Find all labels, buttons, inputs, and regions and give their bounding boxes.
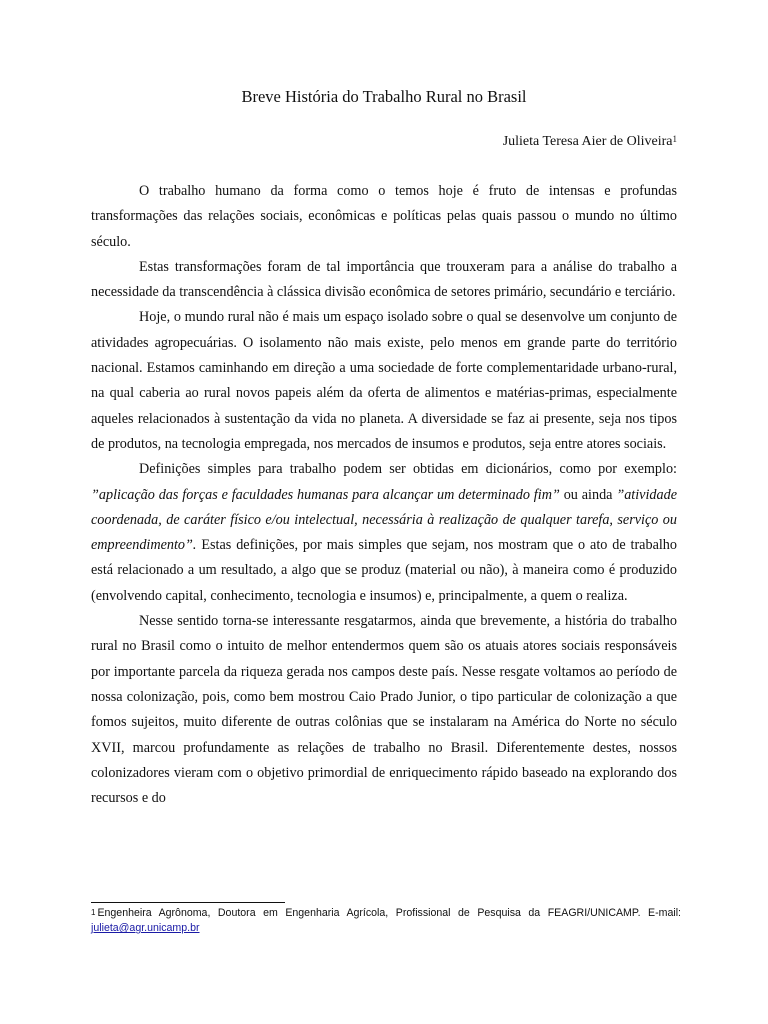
footnote-text: Engenheira Agrônoma, Doutora em Engenharia Agrícola, Profissional de Pesquisa da FEAGRI/UNICAMP. E-mail:: [97, 907, 681, 919]
paragraph-3: Hoje, o mundo rural não é mais um espaço isolado sobre o qual se desenvolve um conjunto de atividades agropecuárias. O isolamento não mais existe, pelo menos em grande parte do território nacional. Estamos caminhando em direção a uma sociedade de forte complementaridade urbano-rural, na qual caberia ao rural novos papeis além da oferta de alimentos e matérias-primas, especialmente aqueles relacionados à sustentação da vida no planeta. A diversidade se faz ai presente, seja nos tipos de produtos, na tecnologia empregada, nos mercados de insumos e produtos, seja entre atores sociais.: [91, 309, 677, 452]
author-line: [503, 132, 677, 152]
footnote-mark: 1: [91, 908, 96, 917]
paragraph-2: Estas transformações foram de tal importância que trouxeram para a análise do trabalho a necessidade da transcendência à clássica divisão econômica de setores primário, secundário e terciário.: [91, 258, 677, 301]
paragraph-1: O trabalho humano da forma como o temos hoje é fruto de intensas e profundas transformações das relações sociais, econômicas e políticas pelas quais passou o mundo no último século.: [91, 183, 677, 250]
author-name: Julieta Teresa Aier de Oliveira: [502, 134, 673, 149]
definition-quote-2: ”atividade coordenada, de caráter físico e/ou intelectual, necessária à realização de qualquer tarefa, serviço ou empreendimento”.: [91, 486, 677, 554]
paragraph-4-text-a: Definições simples para trabalho podem ser obtidas em dicionários, como por exemplo:: [139, 461, 677, 478]
definition-quote-1: ”aplicação das forças e faculdades humanas para alcançar um determinado fim”: [91, 486, 560, 503]
author-footnote-mark[interactable]: 1: [672, 134, 677, 144]
paragraph-4-text-b: ou ainda: [559, 486, 617, 503]
paragraph-4: [91, 457, 677, 609]
paragraph-5: Nesse sentido torna-se interessante resgatarmos, ainda que brevemente, a história do trabalho rural no Brasil como o intuito de melhor entendermos quem são os atuais atores sociais responsáveis por importante parcela da riqueza gerada nos campos deste país. Nesse resgate voltamos ao período de nossa colonização, pois, como bem mostrou Caio Prado Junior, o tipo particular de colonização a que fomos sujeitos, muito diferente de outras colônias que se instalaram na América do Norte no século XVII, marcou profundamente as relações de trabalho no Brasil. Diferentemente destes, nossos colonizadores vieram com o objetivo primordial de enriquecimento rápido baseado na explorando dos recursos e do: [91, 613, 677, 807]
document-title: Breve História do Trabalho Rural no Brasil: [241, 87, 527, 106]
paragraph-4-text-c: Estas definições, por mais simples que sejam, nos mostram que o ato de trabalho está relacionado a um resultado, a algo que se produz (material ou não), à maneira como é produzido (envolvendo capital, conhecimento, tecnologia e insumos) e, principalmente, a quem o realiza.: [91, 537, 677, 604]
footnote-email-link[interactable]: julieta@agr.unicamp.br: [91, 922, 200, 934]
footnote: [91, 906, 681, 936]
footnote-divider: [91, 902, 285, 903]
body-text: [91, 179, 677, 811]
